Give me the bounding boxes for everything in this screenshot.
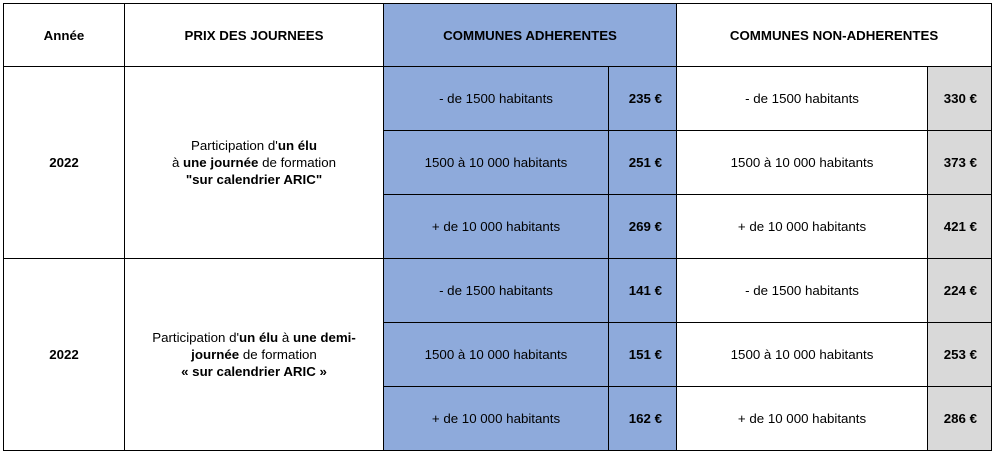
label-bold-text: journée [191, 347, 240, 362]
adherent-bracket-cell: - de 1500 habitants [384, 259, 609, 323]
non-adherent-price-cell: 421 € [928, 195, 992, 259]
non-adherent-price-cell: 286 € [928, 387, 992, 451]
table-row [4, 67, 992, 131]
non-adherent-bracket-cell: 1500 à 10 000 habitants [677, 323, 928, 387]
non-adherent-price-cell: 373 € [928, 131, 992, 195]
adherent-price-cell: 151 € [609, 323, 677, 387]
non-adherent-price-cell: 253 € [928, 323, 992, 387]
header-communes-adherentes: COMMUNES ADHERENTES [384, 4, 677, 67]
adherent-price-cell: 251 € [609, 131, 677, 195]
adherent-bracket-cell: + de 10 000 habitants [384, 387, 609, 451]
label-text: Participation d' [191, 138, 278, 153]
label-text: de formation [239, 347, 317, 362]
prix-description-cell [125, 259, 384, 451]
header-prix-des-journees: PRIX DES JOURNEES [125, 4, 384, 67]
non-adherent-bracket-cell: - de 1500 habitants [677, 67, 928, 131]
adherent-price-cell: 162 € [609, 387, 677, 451]
non-adherent-bracket-cell: - de 1500 habitants [677, 259, 928, 323]
label-text: à [171, 155, 184, 170]
tarifs-table [3, 3, 992, 451]
label-text: à [278, 330, 293, 345]
adherent-bracket-cell: 1500 à 10 000 habitants [384, 131, 609, 195]
year-cell: 2022 [4, 67, 125, 259]
adherent-bracket-cell: - de 1500 habitants [384, 67, 609, 131]
non-adherent-bracket-cell: + de 10 000 habitants [677, 195, 928, 259]
label-bold-text: une journée [183, 155, 259, 170]
label-bold-text: un élu [239, 330, 279, 345]
adherent-bracket-cell: 1500 à 10 000 habitants [384, 323, 609, 387]
header-annee: Année [4, 4, 125, 67]
adherent-price-cell: 269 € [609, 195, 677, 259]
label-bold-text: "sur calendrier ARIC" [185, 172, 323, 187]
non-adherent-price-cell: 330 € [928, 67, 992, 131]
label-bold-text: une demi- [292, 330, 356, 345]
header-communes-non-adherentes: COMMUNES NON-ADHERENTES [677, 4, 992, 67]
year-cell: 2022 [4, 259, 125, 451]
label-bold-text: « sur calendrier ARIC » [181, 364, 327, 379]
non-adherent-bracket-cell: 1500 à 10 000 habitants [677, 131, 928, 195]
non-adherent-bracket-cell: + de 10 000 habitants [677, 387, 928, 451]
prix-description-cell [125, 67, 384, 259]
label-text: de formation [258, 155, 337, 170]
adherent-bracket-cell: + de 10 000 habitants [384, 195, 609, 259]
label-text: Participation d' [152, 330, 240, 345]
non-adherent-price-cell: 224 € [928, 259, 992, 323]
adherent-price-cell: 141 € [609, 259, 677, 323]
label-bold-text: un élu [277, 138, 317, 153]
header-row [4, 4, 992, 67]
table-row [4, 259, 992, 323]
adherent-price-cell: 235 € [609, 67, 677, 131]
